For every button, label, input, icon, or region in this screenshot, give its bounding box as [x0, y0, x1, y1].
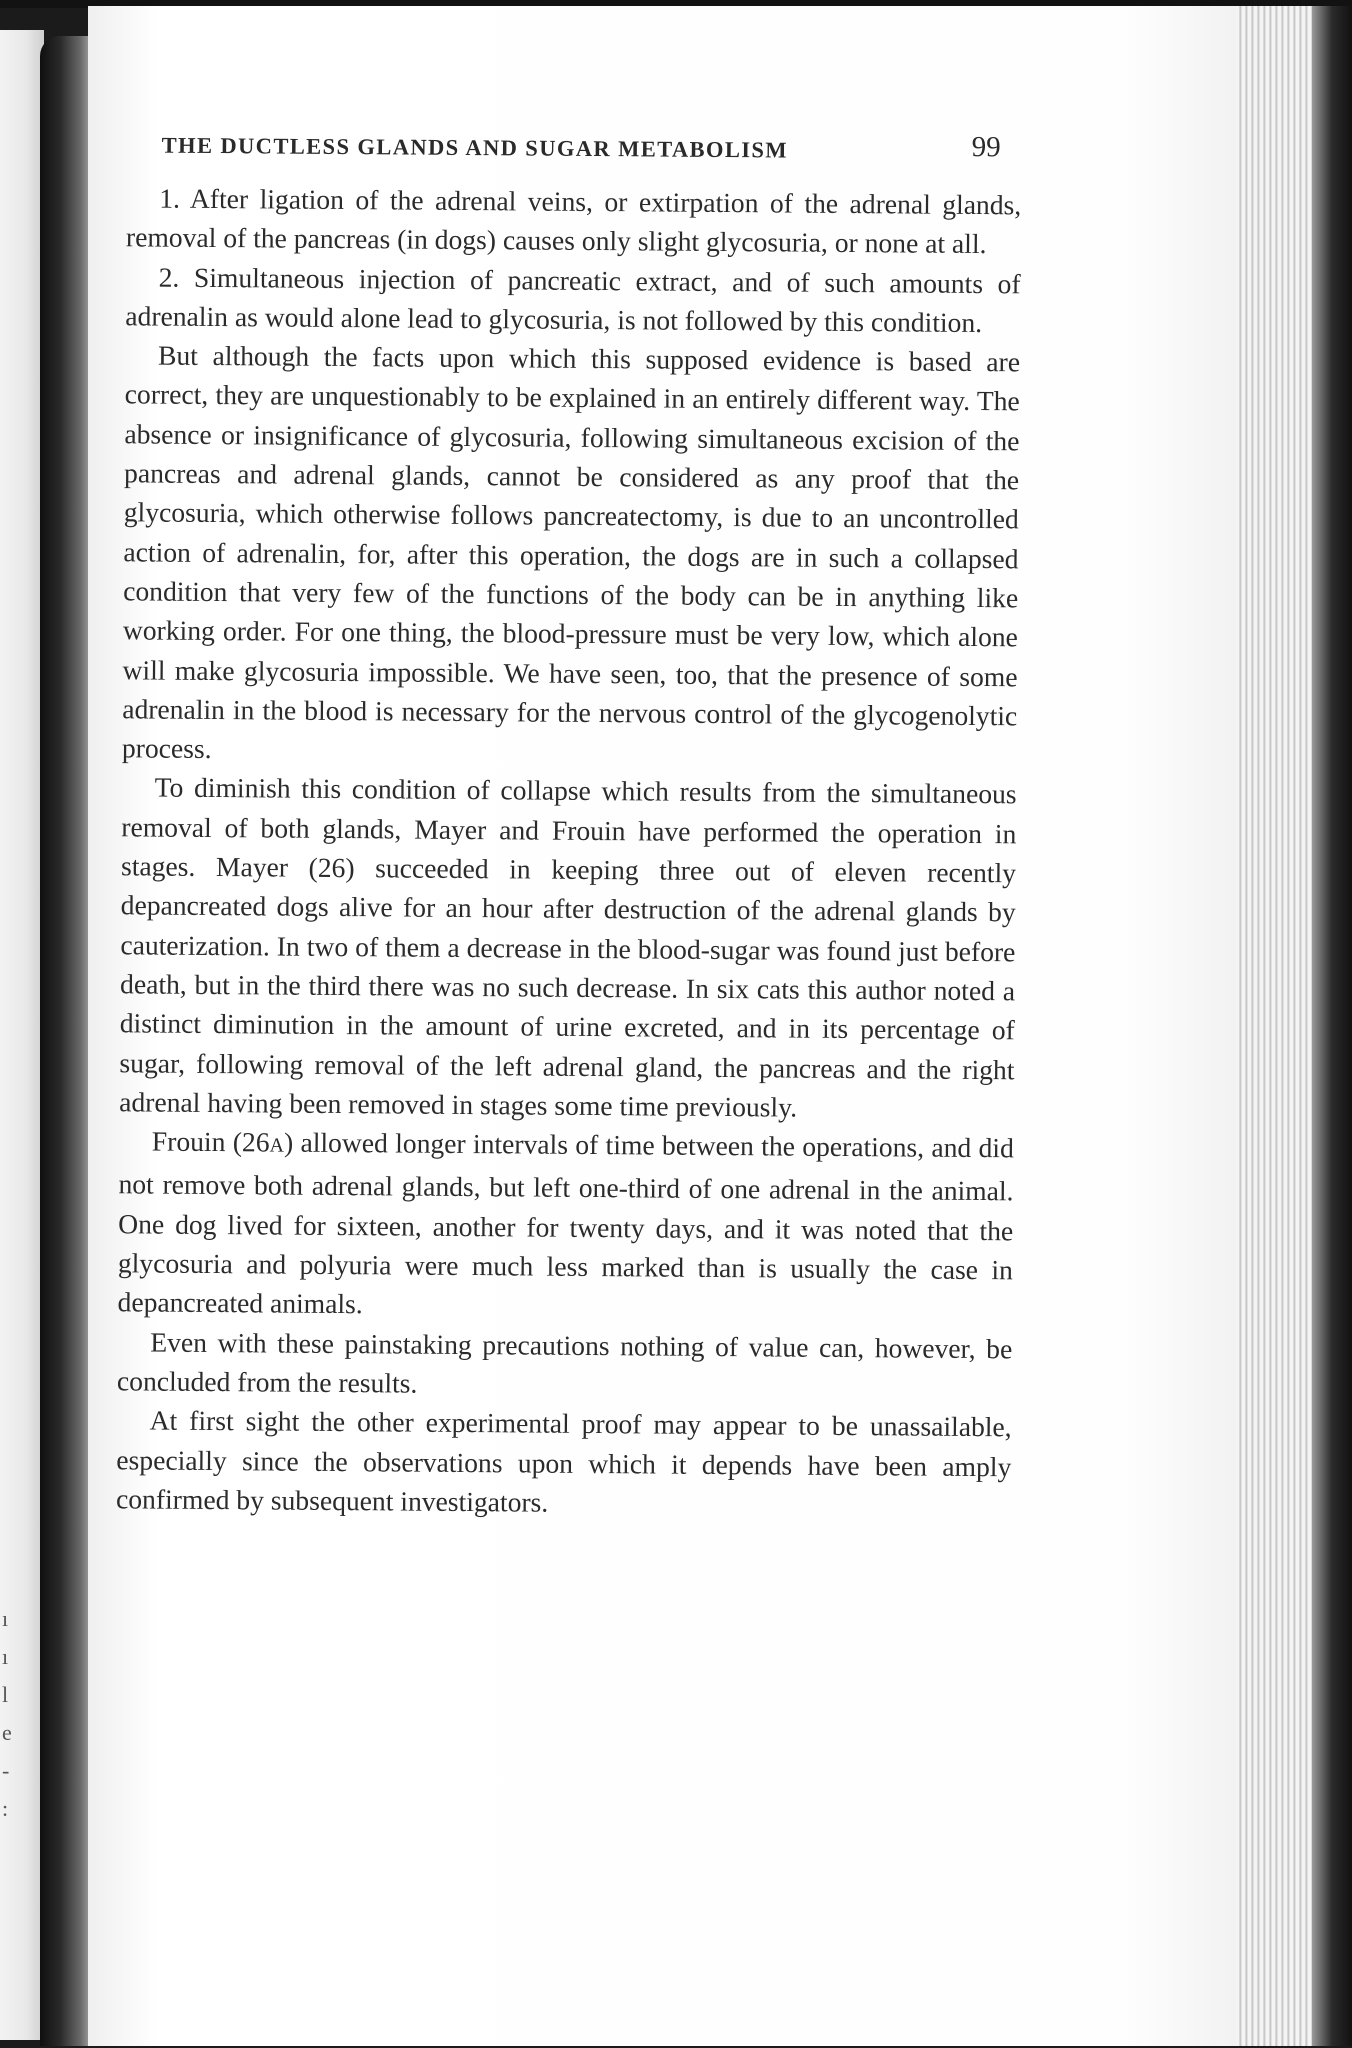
- paragraph-rebuttal: But although the facts upon which this supposed evidence is based are correct, they are unquestionably to be explained in an entirely different way. The absence or insignificance of glycosuria, following simultaneous excision of the pancreas and adrenal glands, cannot be considered as any proof that the glycosuria, which otherwise follows pancreatectomy, is due to an uncontrolled action of adrenalin, for, after this operation, the dogs are in such a collapsed condition that very few of the functions of the body can be in anything like working order. For one thing, the blood-pressure must be very low, which alone will make glycosuria impossible. We have seen, too, that the presence of some adrenalin in the blood is necessary for the nervous control of the glycogenolytic process.: [121, 339, 1021, 765]
- paragraph-frouin-rest: ) allowed longer intervals of time between the operations, and did not remove both adrenal glands, but left one-third of one adrenal in the animal. One dog lived for sixteen, another for twenty days, and it was noted that the glycosuria and polyuria were much less marked than is usually the case in depancreated animals.: [117, 1126, 1014, 1320]
- body-text: [116, 178, 1021, 1525]
- running-head: THE DUCTLESS GLANDS AND SUGAR METABOLISM: [161, 132, 789, 163]
- margin-fragment: ı: [2, 1644, 9, 1669]
- paragraph-mayer-frouin: To diminish this condition of collapse which results from the simultaneous removal of both glands, Mayer and Frouin have performed the operation in stages. Mayer (26) succeeded in keeping three out of eleven recently depancreated dogs alive for an hour after destruction of the adrenal glands by cauterization. In two of them a decrease in the blood-sugar was found just before death, but in the third there was no such decrease. In six cats this author noted a distinct diminution in the amount of urine excreted, and in its percentage of sugar, following removal of the left adrenal gland, the pancreas and the right adrenal having been removed in stages some time previously.: [119, 772, 1017, 1123]
- paragraph-evidence-1: 1. After ligation of the adrenal veins, or extirpation of the adrenal glands, removal of the pancreas (in dogs) causes only slight glycosuria, or none at all.: [125, 182, 1022, 260]
- paragraph-frouin: [117, 1121, 1014, 1329]
- page-header: [162, 129, 1012, 176]
- paragraph-frouin-small-caps: A: [269, 1134, 285, 1157]
- paragraph-conclusion: Even with these painstaking precautions nothing of value can, however, be concluded from the results.: [116, 1326, 1013, 1399]
- margin-fragment: e: [2, 1720, 12, 1745]
- margin-fragment: -: [2, 1758, 10, 1783]
- paragraph-other-proof: At first sight the other experimental proof may appear to be unassailable, especially since the observations upon which it depends have been amply confirmed by subsequent investigators.: [115, 1404, 1012, 1518]
- paragraph-evidence-2: 2. Simultaneous injection of pancreatic extract, and of such amounts of adrenalin as would alone lead to glycosuria, is not followed by this condition.: [125, 261, 1021, 338]
- page-number: 99: [971, 130, 1001, 164]
- paragraph-frouin-lead: Frouin (26: [151, 1125, 270, 1158]
- margin-fragment: l: [2, 1682, 9, 1707]
- margin-fragment: :: [2, 1796, 9, 1821]
- margin-fragment: ı: [2, 1606, 9, 1631]
